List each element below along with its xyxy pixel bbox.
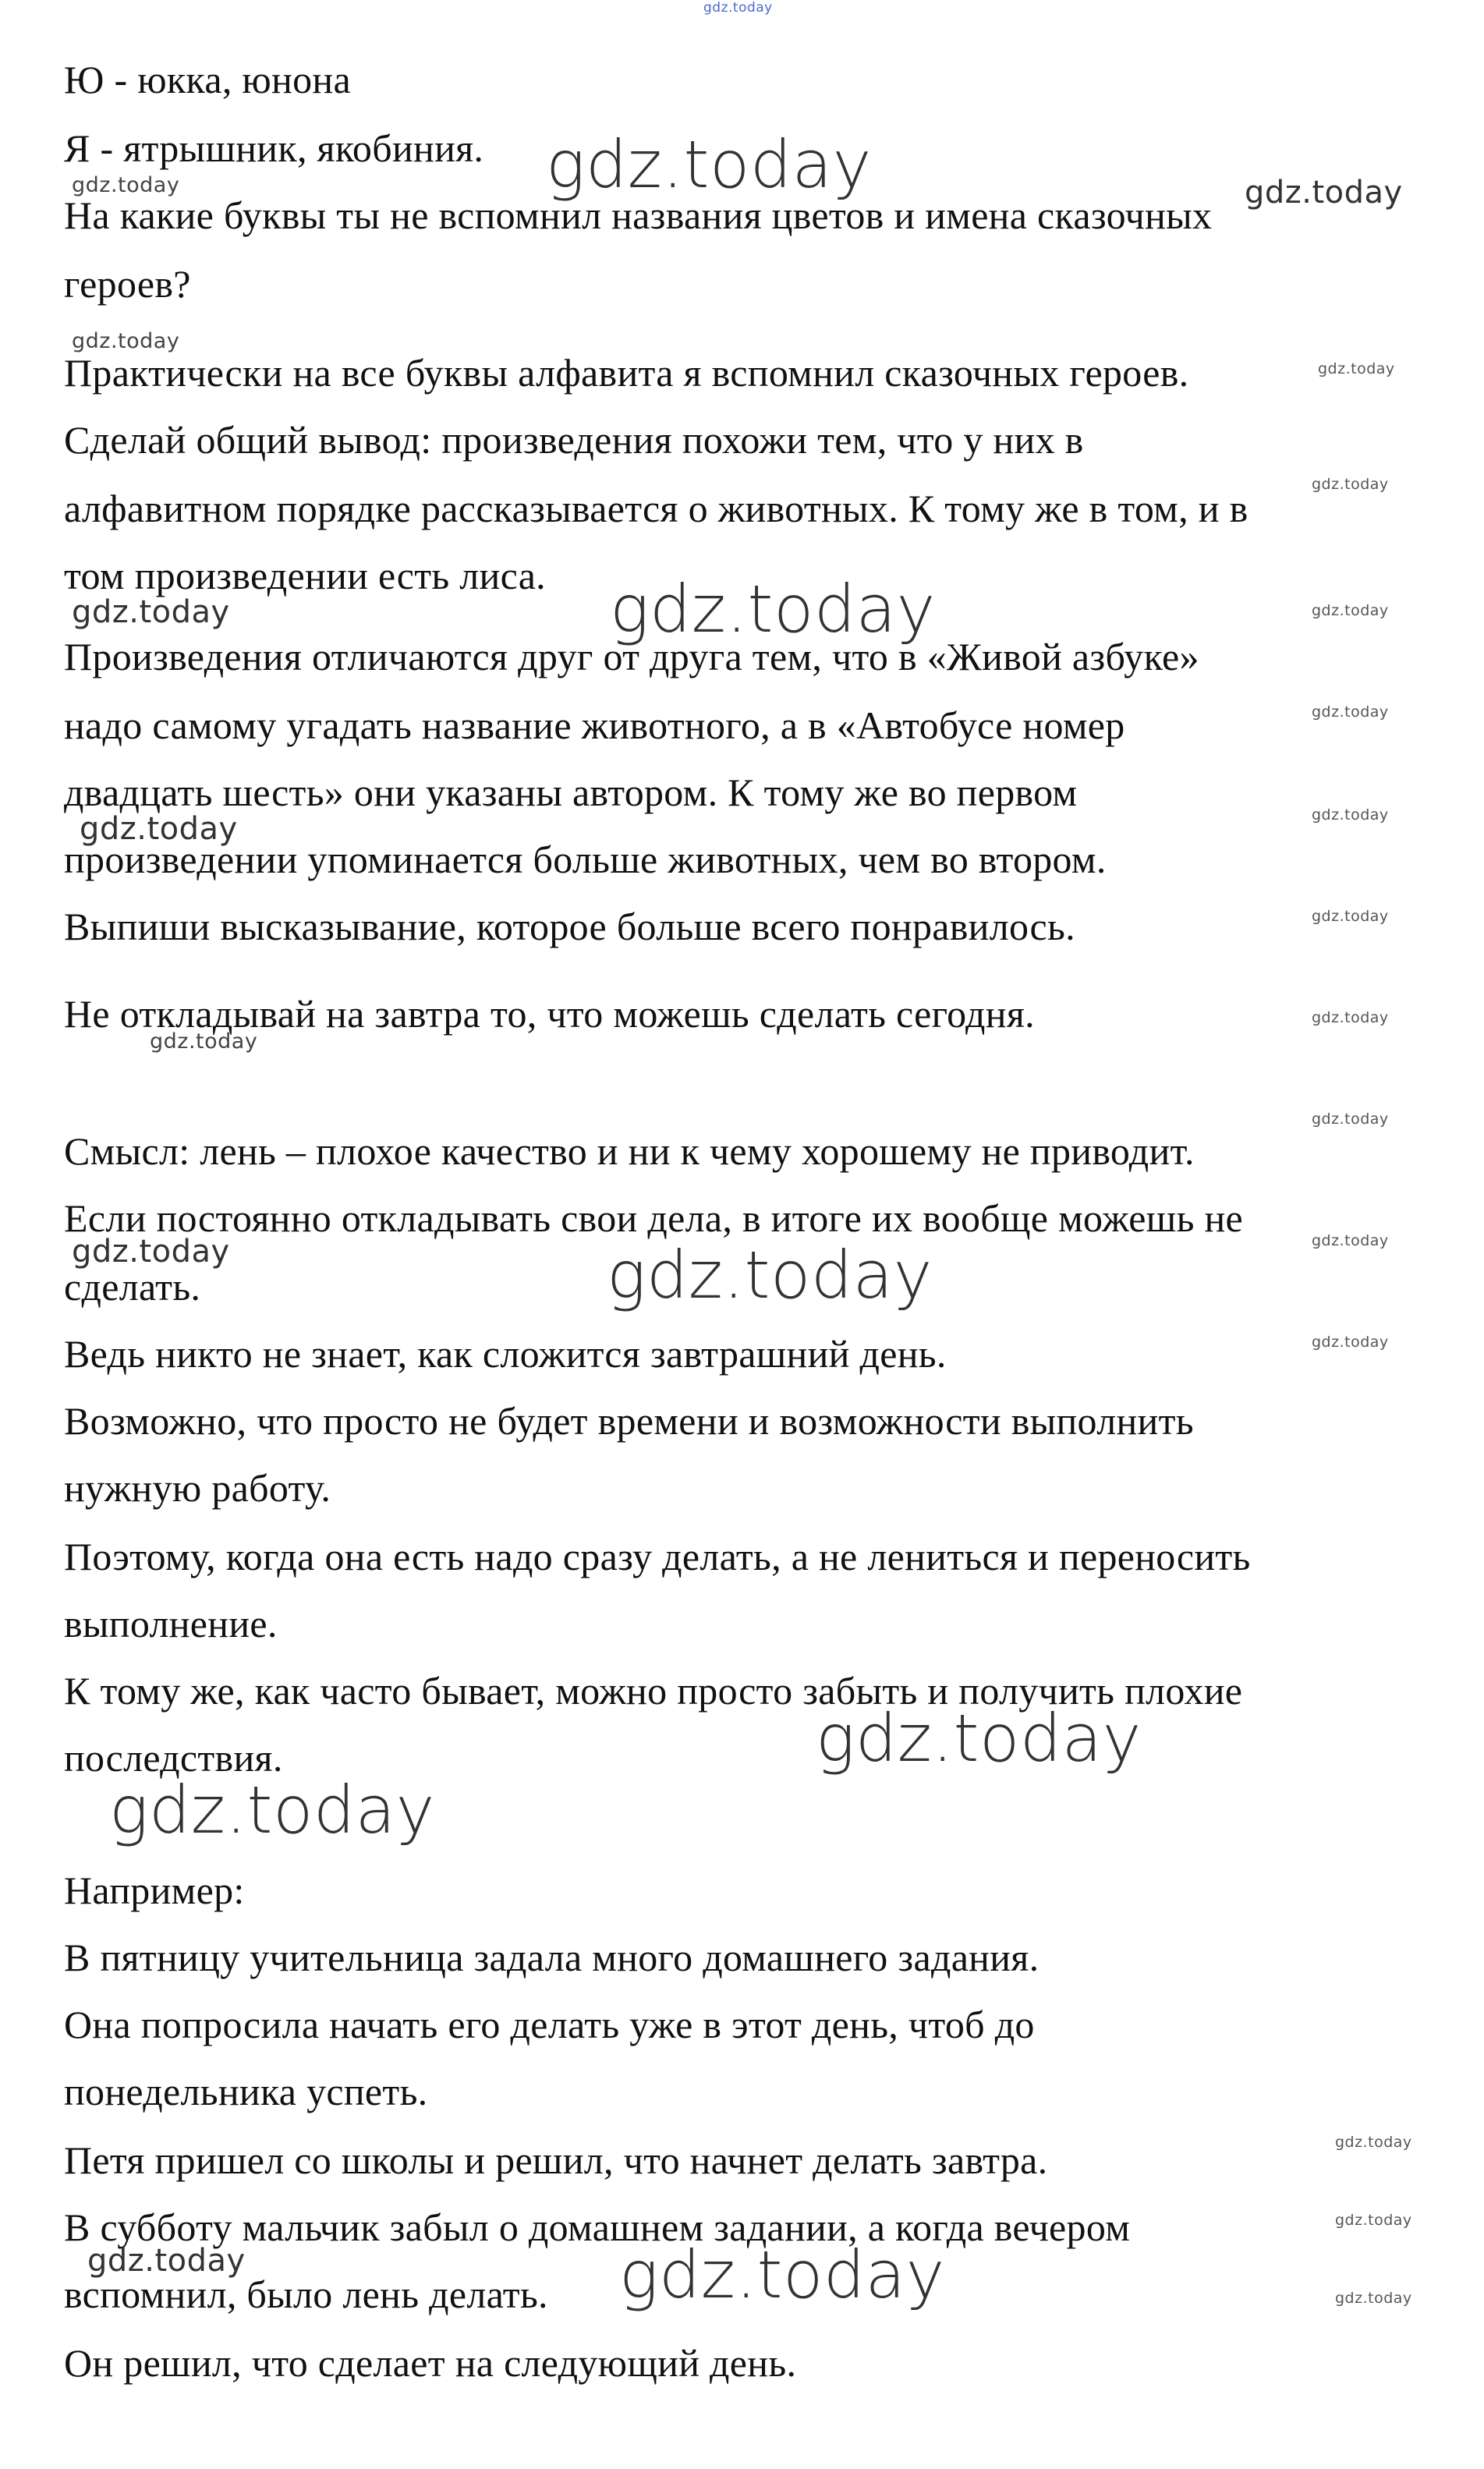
watermark: gdz.today [1312, 1111, 1389, 1128]
text-line: Например: [64, 1869, 245, 1912]
text-line: сделать. [64, 1265, 201, 1309]
watermark: gdz.today [80, 811, 238, 847]
text-line: героев? [64, 262, 191, 306]
text-line: На какие буквы ты не вспомнил названия цветов и имена сказочных [64, 193, 1213, 237]
text-line: Он решил, что сделает на следующий день. [64, 2341, 797, 2385]
watermark: gdz.today [1245, 175, 1403, 211]
watermark: gdz.today [610, 571, 936, 647]
watermark: gdz.today [1312, 908, 1389, 925]
text-line: понедельника успеть. [64, 2070, 428, 2113]
text-line: Ведь никто не знает, как сложится завтрашний день. [64, 1332, 947, 1376]
text-line: Ю - юкка, юнона [64, 58, 351, 101]
watermark: gdz.today [1312, 806, 1389, 824]
text-line: Смысл: лень – плохое качество и ни к чему хорошему не приводит. [64, 1129, 1195, 1173]
watermark: gdz.today [1335, 2212, 1412, 2229]
text-line: Если постоянно откладывать свои дела, в итоге их вообще можешь не [64, 1196, 1244, 1240]
text-line: Произведения отличаются друг от друга тем, что в «Живой азбуке» [64, 635, 1199, 678]
text-line: произведении упоминается больше животных, чем во втором. [64, 838, 1107, 881]
text-line: вспомнил, было лень делать. [64, 2272, 548, 2316]
text-line: выполнение. [64, 1602, 278, 1645]
text-line: Она попросила начать его делать уже в этот день, чтоб до [64, 2003, 1035, 2046]
text-line: надо самому угадать название животного, а в «Автобусе номер [64, 703, 1125, 747]
watermark: gdz.today [72, 594, 230, 630]
text-line: Поэтому, когда она есть надо сразу делать, а не лениться и переносить [64, 1535, 1251, 1578]
text-line: Петя пришел со школы и решил, что начнет делать завтра. [64, 2138, 1048, 2182]
watermark: gdz.today [546, 126, 872, 203]
watermark: gdz.today [150, 1029, 258, 1054]
watermark: gdz.today [72, 173, 180, 197]
watermark: gdz.today [1335, 2290, 1412, 2307]
text-line: Практически на все буквы алфавита я вспомнил сказочных героев. [64, 351, 1189, 395]
watermark: gdz.today [607, 1237, 933, 1313]
watermark: gdz.today [1312, 703, 1389, 721]
text-line: К тому же, как часто бывает, можно просто забыть и получить плохие [64, 1669, 1243, 1713]
text-line: нужную работу. [64, 1466, 331, 1510]
watermark: gdz.today [72, 1234, 230, 1270]
watermark: gdz.today [1312, 476, 1389, 493]
text-line: двадцать шесть» они указаны автором. К тому же во первом [64, 770, 1078, 814]
watermark: gdz.today [1312, 1232, 1389, 1249]
text-line: Я - ятрышник, якобиния. [64, 126, 484, 170]
watermark: gdz.today [1312, 1334, 1389, 1351]
text-line: В субботу мальчик забыл о домашнем задании, а когда вечером [64, 2205, 1131, 2249]
text-line: алфавитном порядке рассказывается о животных. К тому же в том, и в [64, 487, 1248, 530]
watermark: gdz.today [816, 1700, 1142, 1776]
watermark: gdz.today [72, 329, 180, 353]
watermark: gdz.today [703, 0, 773, 16]
watermark: gdz.today [1318, 360, 1395, 377]
text-line: последствия. [64, 1736, 283, 1780]
watermark: gdz.today [109, 1772, 435, 1848]
text-line: том произведении есть лиса. [64, 554, 546, 597]
text-line: Выпиши высказывание, которое больше всего понравилось. [64, 905, 1075, 948]
text-line: Возможно, что просто не будет времени и возможности выполнить [64, 1399, 1194, 1443]
text-line: В пятницу учительница задала много домашнего задания. [64, 1936, 1040, 1979]
watermark: gdz.today [1335, 2134, 1412, 2151]
watermark: gdz.today [1312, 1009, 1389, 1026]
watermark: gdz.today [1312, 602, 1389, 619]
text-line: Не откладывай на завтра то, что можешь сделать сегодня. [64, 992, 1035, 1036]
text-line: Сделай общий вывод: произведения похожи тем, что у них в [64, 418, 1084, 462]
watermark: gdz.today [87, 2243, 246, 2279]
watermark: gdz.today [619, 2237, 945, 2313]
